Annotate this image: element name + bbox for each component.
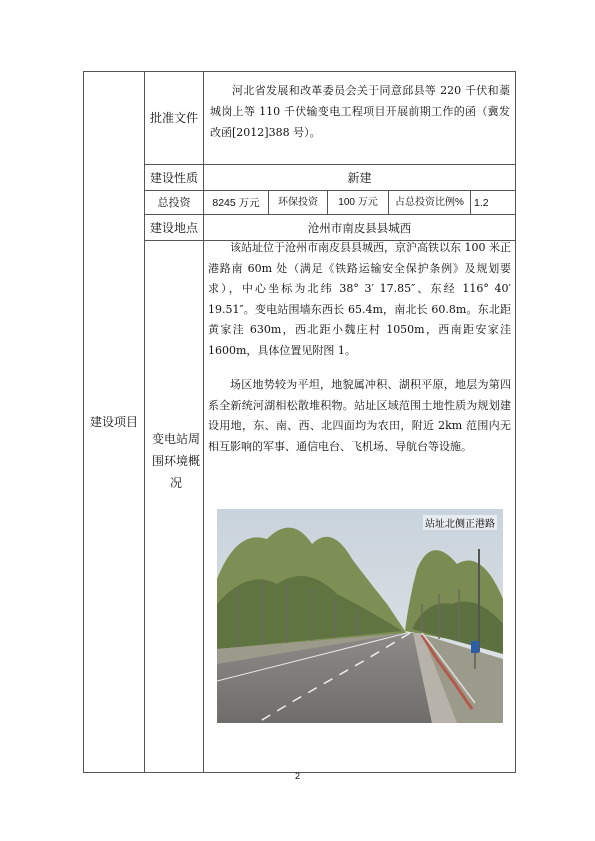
approval-text: 河北省发展和改革委员会关于同意邱县等 220 千伏和藁城岗上等 110 千伏输变电工程项目开展前期工作的函（冀发改函[2012]388 号）。: [210, 84, 510, 139]
env-investment-label: 环保投资: [278, 196, 318, 208]
environment-paragraph-2: 场区地势较为平坦，地貌属冲积、湖积平原，地层为第四系全新统河湖相松散堆积物。站址区域范围土地性质为规划建设用地，东、南、西、北四面均为农田，附近 2km 范围内无相互影响的军事、通信电台、飞机场、导航台等设施。: [208, 378, 511, 453]
nature-value: 新建: [347, 170, 372, 185]
environment-paragraph-1: 该站址位于沧州市南皮县县城西，京沪高铁以东 100 米正港路南 60m 处（满足《铁路运输安全保护条例》及规划要求），中心坐标为北纬 38° 3′ 17.85″、东经 116° 40′ 19.51″。变电站围墙东西长 65.4m，南北长 60.8m。东北距黄家洼 630m，西北距小魏庄村 1050m，西南距安家洼 1600m，具体位置见附图 1。: [208, 241, 511, 357]
section-label: 建设项目: [89, 415, 138, 429]
nature-label: 建设性质: [149, 170, 198, 185]
table-border-right: [515, 71, 516, 773]
photo-caption: 站址北侧正港路: [423, 515, 497, 530]
road-scene-image: [217, 509, 503, 723]
location-label: 建设地点: [149, 220, 198, 235]
page-number: 2: [294, 771, 300, 781]
location-value: 沧州市南皮县县城西: [307, 220, 412, 235]
investment-ratio-label: 占总投资比例%: [395, 196, 464, 208]
investment-ratio-value: 1.2: [474, 196, 489, 209]
environment-label: 变电站周围环境概况: [152, 432, 201, 490]
investment-label: 总投资: [157, 195, 191, 209]
invest-divider-4: [470, 190, 471, 215]
approval-label: 批准文件: [149, 111, 198, 125]
site-photo: [217, 509, 503, 723]
investment-total: 8245 万元: [212, 196, 260, 209]
env-investment-value: 100 万元: [338, 196, 378, 208]
